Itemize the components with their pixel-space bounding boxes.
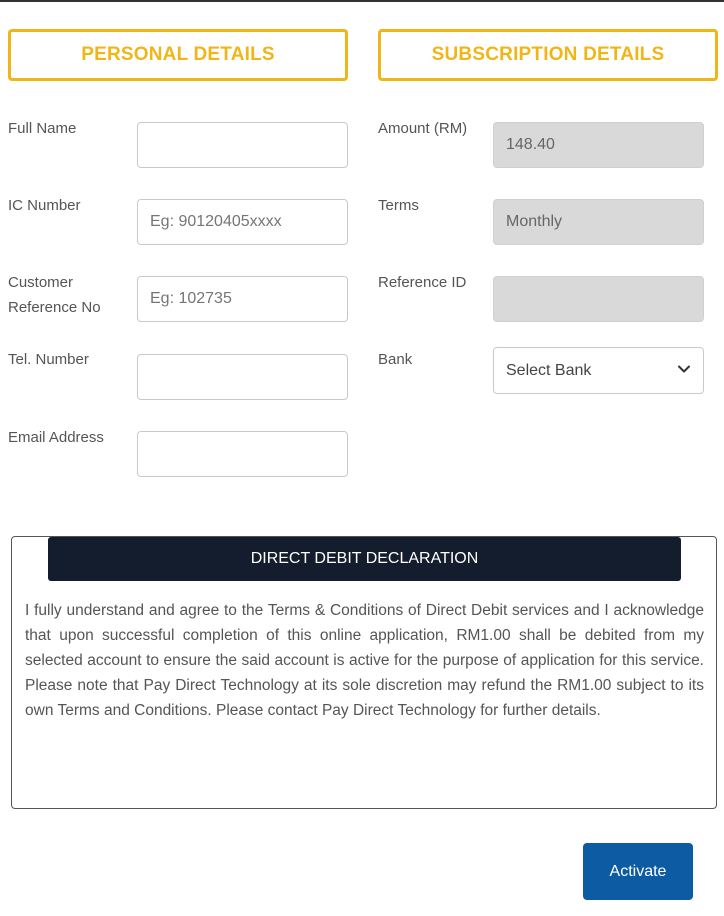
chevron-down-icon: [677, 362, 691, 376]
tel-number-input[interactable]: [137, 354, 348, 400]
declaration-text: I fully understand and agree to the Terms & Conditions of Direct Debit services and I acknowledge that upon successful completion of this online application, RM1.00 shall be debited from my selected account to ensure the said account is active for the purpose of application for this service. Please note that Pay Direct Technology at its sole discretion may refund the RM1.00 subject to its own Terms and Conditions. Please contact Pay Direct Technology for further details.: [25, 602, 704, 719]
tel-number-label: Tel. Number: [8, 351, 89, 368]
ic-number-placeholder: Eg: 90120405xxxx: [150, 213, 282, 230]
terms-label: Terms: [378, 197, 419, 214]
customer-reference-placeholder: Eg: 102735: [150, 290, 232, 307]
personal-details-header: PERSONAL DETAILS: [8, 29, 348, 81]
bank-select[interactable]: [493, 347, 704, 394]
email-address-input[interactable]: [137, 431, 348, 477]
customer-reference-label-line2: Reference No: [8, 299, 101, 316]
amount-field: [493, 122, 704, 168]
email-address-label: Email Address: [8, 429, 104, 446]
terms-value: Monthly: [506, 213, 563, 230]
activate-button[interactable]: Activate: [583, 843, 693, 900]
full-name-label: Full Name: [8, 120, 77, 137]
amount-value: 148.40: [506, 136, 555, 153]
customer-reference-input[interactable]: [137, 276, 348, 322]
full-name-input[interactable]: [137, 122, 348, 168]
customer-reference-label-line1: Customer: [8, 274, 74, 291]
ic-number-label: IC Number: [8, 197, 81, 214]
reference-id-field: [493, 276, 704, 322]
top-border: [0, 0, 724, 2]
bank-label: Bank: [378, 351, 413, 368]
amount-label: Amount (RM): [378, 120, 468, 137]
terms-field: [493, 199, 704, 245]
subscription-details-header: SUBSCRIPTION DETAILS: [378, 29, 718, 81]
reference-id-label: Reference ID: [378, 274, 467, 291]
customer-reference-label: [8, 270, 101, 320]
ic-number-input[interactable]: [137, 199, 348, 245]
bank-selected-value: Select Bank: [506, 362, 592, 379]
declaration-title: DIRECT DEBIT DECLARATION: [48, 537, 681, 581]
